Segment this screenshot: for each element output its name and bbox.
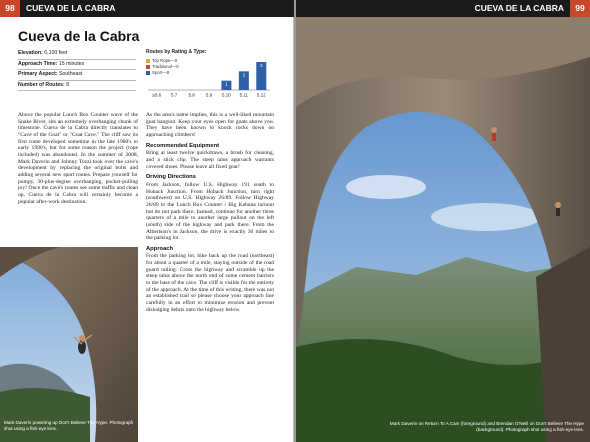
chart-data-label-6: 3 bbox=[260, 63, 263, 68]
chart-tick-label-0: ≤5.6 bbox=[152, 92, 162, 98]
approach-heading: Approach bbox=[146, 245, 174, 252]
legend-item-sport: Sport—8 bbox=[146, 70, 179, 76]
right-photo-caption: Mark Daverin on Return To A Cam (foreground) and Brendan O'Neill on Don't Believe The Hype (background). Photograph shot using a fish-eye lens. bbox=[389, 421, 584, 432]
routes-chart bbox=[146, 49, 274, 99]
legend-item-traditional: Traditional—0 bbox=[146, 64, 179, 70]
chart-tick-label-3: 5.9 bbox=[205, 92, 213, 98]
cave-panorama-image bbox=[296, 17, 590, 442]
intro-column bbox=[18, 112, 138, 205]
info-row-approach-time: Approach Time: 15 minutes bbox=[18, 60, 136, 71]
chart-tick-label-6: 5.12 bbox=[256, 92, 266, 98]
chart-tick-label-2: 5.8 bbox=[188, 92, 195, 98]
right-page-header bbox=[296, 0, 590, 17]
left-photo-caption: Mark Daverin powering up Don't Believe The Hype. Photograph shot using a fish-eye lens. bbox=[4, 420, 134, 431]
equipment-paragraph: Bring at least twelve quickdraws, a brush for cleaning, and a stick clip. The steep talus approach warrants covered shoes. Please leave all fixed gear! bbox=[146, 150, 274, 170]
equipment-heading: Recommended Equipment bbox=[146, 142, 220, 149]
chart-tick-label-5: 5.11 bbox=[239, 92, 249, 98]
chart-plot bbox=[146, 49, 274, 99]
climbing-photo-right bbox=[296, 17, 590, 442]
left-page-header bbox=[0, 0, 294, 17]
climbing-photo-left bbox=[0, 247, 138, 442]
chart-data-label-5: 2 bbox=[242, 72, 246, 78]
right-running-title: CUEVA DE LA CABRA bbox=[474, 3, 564, 13]
right-page-number: 99 bbox=[570, 0, 590, 17]
info-row-route-count: Number of Routes: 8 bbox=[18, 81, 136, 92]
cave-climber-image bbox=[0, 247, 138, 442]
intro-paragraph: Above the popular Lunch Box Counter wave of the Snake River, sits an extremely overhanging chunk of limestone. Cueva de la Cabra directly translates to "Cave of the Goat" or "Goat Cave." The cliff saw its first route developed sometime in the late 1980's to early 1990's, but for some reason the project (rope included) was abandoned. In the summer of 2008, Mark Daverin and Johnny Tozzi took over the cave's development by replacing the original bolts and adding several new sport routes. Prepare yourself for pumpy, 30-plus-degree overhanging, pocket-pulling joy! Once the cave's routes see some traffic and clean up, Cueva de la Cabra will certainly become a popular after-work destination. bbox=[18, 112, 138, 205]
approach-paragraph: From the parking lot, hike back up the road (northeast) for about a quarter of a mile, staying outside of the road guard railing. Cross the highway and scramble up the steep talus above the north end of some cement barriers to the base of the cave. The cliff is visible for the entirety of the approach. At the time of this writing, there was not an established trail so please choose your approach line carefully in an effort to minimize erosion and prevent dislodging debris onto the highway below. bbox=[146, 253, 274, 313]
details-column bbox=[146, 112, 274, 313]
chart-tick-label-4: 5.10 bbox=[222, 92, 231, 98]
chart-data-label-4: 1 bbox=[225, 81, 228, 87]
legend-item-top-rope: Top Rope—0 bbox=[146, 58, 179, 64]
goat-paragraph: As the area's name implies, this is a well-liked mountain goat hangout. Keep your eyes open for goats above you. They have been known to knock rocks down on approaching climbers! bbox=[146, 112, 274, 138]
crag-info-table bbox=[18, 49, 136, 91]
page-title: Cueva de la Cabra bbox=[18, 28, 140, 44]
info-row-elevation: Elevation: 6,100 feet bbox=[18, 49, 136, 60]
left-running-title: CUEVA DE LA CABRA bbox=[26, 3, 116, 13]
chart-title: Routes by Rating & Type: bbox=[146, 49, 207, 55]
directions-paragraph: From Jackson, follow U.S. Highway 191 south to Hoback Junction. From Hoback Junction, turn right (southwest) on U.S. Highway 26/89. Follow Highway 26/89 to the Lunch Box Counter / Big Kahuna turnout but do not park there. Instead, continue for another three quarters of a mile to another large pullout on the left (south) side of the highway and park there. From the Albertson's in Jackson, the drive is exactly 30 miles to the parking lot. bbox=[146, 181, 274, 242]
chart-tick-label-1: 5.7 bbox=[171, 92, 178, 98]
directions-heading: Driving Directions bbox=[146, 174, 196, 181]
left-page-number: 98 bbox=[0, 0, 20, 17]
info-row-aspect: Primary Aspect: Southeast bbox=[18, 70, 136, 81]
